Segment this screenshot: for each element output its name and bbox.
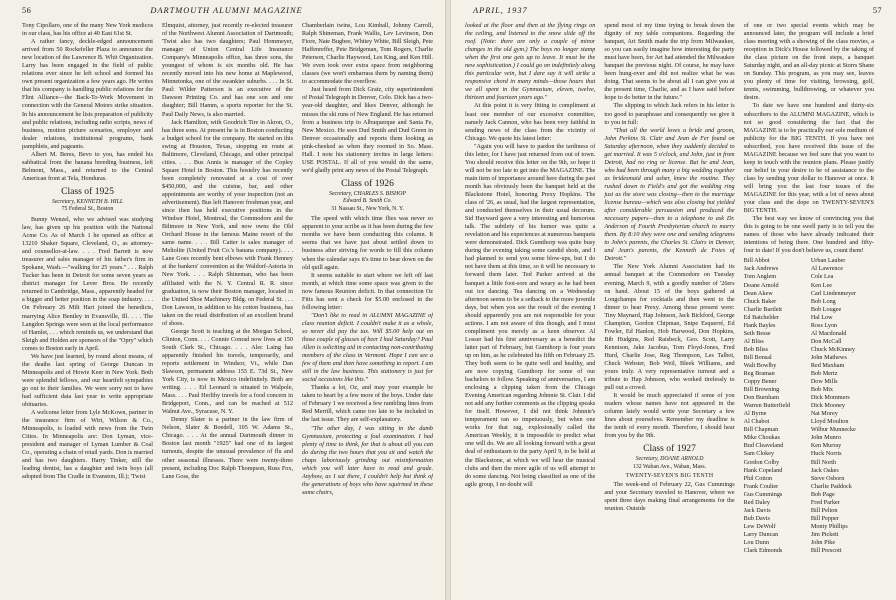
paragraph: The New York Alumni Association had its annual banquet at the Commodore on Tuesday evening, March 9, with a goodly number of '26ers on hand. About 15 of the boys gathered at Longchamps for cocktails and then went to the dinner to hear Prexy. Among those present were: Tiny Maynard, Hap Johnson, Jack Bickford, George Champion, Gordon Chipman, Snipe Esquerré, Ed Fowler, Ed Hanlon, Hob Harwood, Don Hopkins, Bib Hudgins, Red Raisbeck, Geo. Scott, Larry Kennison, Jake Jacobus, Tom Floyd-Jones, Fred Hurd, Charlie Jose, Reg Thompson, Les Talbot, Chuck Webster, Bob Weil, Bleek Williams, and yours truly. A very representative turnout and a tribute to Hap Johnson, who worked tirelessly to pull out a crowd. — [604, 263, 735, 392]
paragraph: It would be much appreciated if some of you readers whose names have not appeared in the column lately would write your Secretary a few lines about yourselves. Remember my deadline is the tenth of every month. Therefore, I should hear from you by the 9th. — [604, 392, 735, 440]
quoted-letter: looked at the floor and then at the flying rings on the ceiling, and listened to the snow slide off the roof. (Note: there are only a couple of minor changes in the old gym.) The boys no longer stamp when the first one gets up to leave. It must be the new sophistication.) I could go on indefinitely along this particular vein, but I dare say it will strike a responsive chord in many minds—those hours that we all spent in the Gymnasium, eleven, twelve, thirteen and fourteen years ago." — [465, 22, 596, 102]
quoted-letter: "The other day, I was sitting in the dumb Gymnasium, protecting a foul examination. I had plenty of time to think, for that is about all you can do during the two hours that you sit and watch the chaps laboriously grinding out misinformation which you will later have to read and grade. Anyhow, as I sat there, I couldn't help but think of the generations of boys who have squirmed in these same chairs, — [302, 424, 433, 496]
attendee-name: Bill Browning — [743, 386, 780, 394]
attendee-name: Steve Osborn — [810, 474, 845, 482]
paragraph: Denny Slater is a partner in the law firm of Nelson, Slater & Boedell, 105 W. Adams St., Chicago. . . . At the annual Dartmouth dinner in Boston last month "1925" had one of its largest turnouts, despite the unusual prevalence of flu and other seasonal illnesses. There were twenty-three present, including Doc Ralph Thompson, Russ Fox, Lane Goss, the — [162, 416, 293, 480]
attendee-name: Fred Parker — [810, 498, 840, 506]
left-page — [0, 0, 445, 600]
attendee-name-list — [744, 257, 874, 555]
left-column-2 — [162, 22, 293, 596]
issue-date: APRIL, 1937 — [473, 6, 528, 15]
attendee-name: Gordon Colby — [743, 458, 780, 466]
attendee-name: Dow Mills — [810, 378, 838, 386]
attendee-name: Ross Lyon — [810, 321, 838, 329]
paragraph: Albert M. Beres, Bevo to you, has ended his sabbatical from the banana breeding business, left Belmont, Mass., and returned to the Central American front at Tela, Honduras. — [22, 150, 153, 182]
attendee-name: Doane Arnold — [743, 281, 779, 289]
paragraph: The best way we know of convincing you that this is going to be one swell party is to tell you the names of those who have already indicated their intentions of being there. One hundred and fifty-four to date! If you don't believe us, count them! — [743, 215, 874, 255]
attendee-name: Lloyd Moulton — [810, 418, 849, 426]
left-running-head — [22, 6, 431, 20]
attendee-name: Larry Duncan — [743, 530, 779, 538]
paragraph: of one or two special events which may be announced later, the program will include a brief class meeting with a showing of the class movies, a reception in Dick's House followed by the taking of the class picture on the front steps, a banquet Saturday night, and an all-day picnic at Storrs Shane on Sunday. This program, as you may see, leaves you plenty of time for visiting, browsing, golf, tennis, swimming, bullthrowing, or whatever you desire. — [743, 22, 874, 102]
attendee-name: Ed Batchelder — [743, 313, 779, 321]
attendee-name: John Munro — [810, 434, 841, 442]
attendee-name: Frank Coulter — [743, 482, 779, 490]
class-1927-heading: Class of 1927 — [643, 443, 696, 455]
paragraph: Tony Cipollaro, one of the many New York medicos in our class, has his office at 40 East 61st St. — [22, 22, 153, 38]
attendee-name: Nat Morey — [810, 410, 838, 418]
attendee-name: Don Burnham — [743, 394, 779, 402]
class-1926-address: 31 Nassau St., New York, N. Y. — [331, 205, 404, 212]
paragraph: The speed with which time flies was never so apparent to your scribe as it has been during the few months we have been conducting this column. It seems that we have just about settled down to business after striving for words to fill this column when the calendar says it's time to bear down on the old quill again. — [302, 215, 433, 271]
attendee-name: Bill Prescott — [810, 547, 842, 555]
attendee-name: Dean Akew — [743, 289, 773, 297]
attendee-name: Al Byrne — [743, 410, 767, 418]
attendee-name: John Mathews — [810, 353, 847, 361]
right-running-head — [473, 6, 882, 20]
class-1925-secretary: Secretary, KENNETH B. HILL — [51, 198, 124, 205]
class-1927-secretary: Secretary, DOANE ARNOLD — [635, 456, 704, 463]
attendee-name: Dick Mooney — [810, 402, 846, 410]
attendee-name: Jim Pickett — [810, 530, 839, 538]
attendee-name: Wilbur Munnecke — [810, 426, 856, 434]
attendee-name: Jack Andrews — [743, 265, 779, 273]
attendee-name: Charlie Bartlett — [743, 305, 782, 313]
attendee-name: Clark Edmonds — [743, 547, 783, 555]
attendee-name: Seth Besse — [743, 329, 771, 337]
left-page-number: 56 — [22, 6, 32, 15]
right-column-3 — [744, 22, 874, 596]
attendee-name: Dick Mommers — [810, 394, 850, 402]
attendee-name: Red Maxham — [810, 361, 845, 369]
paragraph: To date we have one hundred and thirty-six subscribers to the ALUMNI MAGAZINE, which is not so good considering the fact that the MAGAZINE is to be practically our sole medium of publicity for the BIG TENTH. If you have not subscribed, you have received this issue of the MAGAZINE because we feel sure that you want to keep in touch with the reunion plans. Please justify our belief in your desire to be of assistance to the class by sending your dollar to Hanover at once. It will bring you the last four issues of the MAGAZINE for this year, with a lot of news about your class and the dope on TWENTY-SEVEN'S BIG TENTH. — [743, 102, 874, 215]
attendee-name: Bob Mertz — [810, 370, 838, 378]
attendee-name: Bud Cleaveland — [743, 442, 784, 450]
attendee-name: Bill North — [810, 458, 837, 466]
attendee-name: Gus Cummings — [743, 490, 783, 498]
quoted-letter: "Don't like to read in ALUMNI MAGAZINE of class reunion deficit. I couldn't make it as a whole, so never did pay the tax. Will $5.00 help out on those couple of glasses of beer I had Saturday? Paul Allen is soliciting aid in contacting non-contributing members of the class in Vermont. Hope I can see a few of them and then have something to report. I am still in the law business. This stationery is just for social occasions like this." — [302, 311, 433, 384]
paragraph: Elmquist, attorney, just recently re-elected treasurer of the Northwest Alumni Association of Dartmouth; 'Twist also has two daughters; Paul Hommeyer, manager of Union Central Life Insurance Company's Minneapolis office, has three sons, the youngest of whom is six months old. He has recently moved into his new home at Maplewood, Minnetonka, one of the swankier suburbs. . . . In St. Paul: Wilder Patterson is an executive of the Dawson Printing Co. and has one son and one daughter; Bill Hamm, a sports reporter for the St. Paul Daily News, is also married. — [162, 22, 293, 118]
right-column-1 — [465, 22, 595, 596]
attendee-name: Lou Dunn — [743, 539, 769, 546]
running-title: DARTMOUTH ALUMNI MAGAZINE — [150, 6, 303, 15]
left-column-3 — [302, 22, 433, 596]
paragraph: It seems suitable to start where we left off last month, at which time some space was given to the now famous Reunion deficit. In that connection Oz Fitts has sent a check for $5.00 enclosed in the following letter: — [302, 271, 433, 311]
paragraph: A welcome letter from Lyle McKown, partner in the insurance firm of Wirt, Wilson & Co., Minneapolis, is loaded with news from the Twin Cities. In Minneapolis are: Don Lyman, vice-president and manager of Lyman Lumber & Coal Co., operating a chain of retail yards. Don is married and has two daughters. Harry Tinker, still the leading dentist, has a daughter and twin boys (all adopted from The Cradle in Evanston, Ill.); 'Twist — [22, 409, 153, 481]
paragraph: Bunny Wenzel, who we advised was studying law, has given up his position with the National Acme Co. As of March 1 he opened an office at 13210 Shaker Square, Cleveland, O., as attorney-and counsellor-at-law. . . . Fred Barrett is now treasurer and sales manager of his father's firm in Spokane, Wash.—"walking for 25 years." . . . Ralph Tucker has been in Detroit for some seven years as district manager for Lever Bros. He recently returned to Cambridge, Mass., apparently headed for a bigger and better position in the soap industry. . . . On February 26 Milt Hart joined the benedicts, marrying Alice Bentley in Evansville, Ill. . . . The Langdon Springs were seen at the local performance of Hamlet, . . . which reminds us, we understand that Sleigh and Holden are sponsors of the "Opry" which comes to Boston early in April. — [22, 215, 153, 352]
attendee-name: Bob Page — [810, 490, 835, 498]
attendee-name: Chuck McKinney — [810, 345, 855, 353]
attendee-name: Walt Bowlby — [743, 361, 777, 369]
attendee-name: Bill Pepper — [810, 514, 839, 522]
attendee-name: Hank Bayles — [743, 321, 776, 329]
attendee-name: Tom Anglem — [743, 273, 777, 281]
attendee-name: Charlie Paddock — [810, 482, 852, 490]
class-1926-company: Edward B. Smith Co. — [343, 198, 392, 205]
right-column-2 — [604, 22, 734, 596]
attendee-name: Red Daley — [743, 498, 770, 506]
attendee-name: Hank Copeland — [743, 466, 783, 474]
paragraph: George Scott is teaching at the Morgan School, Clinton, Conn. . . . Connie Conrad now lives at 150 South Clark St., Chicago. . . . Alec Laing has apparently finished his travels, temporarily, and reports settlement in Windsor, Vt., while Dan Slawson, permanent address 155 E. 73d St., New York City, is now in Mexico indefinitely. Both are writing. . . . Ed Leonard is situated in Walpole, Mass. . . . Paul Herlihy travels for a food concern in Bridgeport, Conn., and can be reached at 512 Walnut Ave., Syracuse, N. Y. — [162, 327, 293, 416]
attendee-name: Hal Low — [810, 313, 833, 321]
paragraph: Just heard from Dick Gratz, city superintendent of Postal Telegraph in Denver, Colo. Dick has a two-year-old daughter, and likes Denver, although he misses the ski runs of New England. He has returned from a business trip to Albuquerque and Santa Fe, New Mexico. He sees Dud Smith and Dud Green in Denver occasionally and reports them looking as pink-cheeked as when they roomed in So. Mass. Hall. I note his stationery invites in large letters: USE POSTAL. If all of you would do the same, we'd gladly print any news of the Postal Telegraph. — [302, 86, 433, 174]
attendee-name: Warren Butterfield — [743, 402, 791, 410]
attendee-name: Ken Lee — [810, 281, 832, 289]
attendee-name: Bub Davis — [743, 514, 770, 522]
attendee-name: Bill Bonsal — [743, 353, 772, 361]
attendee-name: Urban Lauber — [810, 257, 846, 265]
quoted-clipping: "That all the world loves a bride and groom, John Perkins St. Clair and Jean de Fer found on Saturday afternoon, when they suddenly decided to get married. It was 5 o'clock, and John, just in from Detroit, had no ring or license. But he and Jean, who had been through many a big wedding together as bridesmaid and usher, knew the routine. They rushed down to Field's and got the wedding ring just as the store was closing—then to the marriage license bureau—which was also closing but yielded after considerable persuasion and produced the necessary papers—then to a telephone to ask Dr. Anderson of Fourth Presbyterian church to marry them. By 8:10 they were one and sending telegrams to John's parents, the Charles St. Clairs in Denver, and Jean's parents, the Kenneth de Foies of Detroit." — [604, 126, 735, 263]
right-page — [451, 0, 896, 600]
paragraph: "Again you will have to pardon the tardiness of this letter, for I have just returned from out of town. You should receive this letter on the 9th, so hope it will not be too late to get into the MAGAZINE. The main item of importance around here during the past month has obviously been the banquet held at the Blackstone Hotel, honoring Prexy Hopkins. The class of '26, as usual, had the largest representation, and conducted themselves in their usual decorum. Sid Hayward gave a very interesting and humorous talk. The subtlety of his humor was quite a revelation and his experiences at numerous banquets were demonstrated. Dick Gumthorp was quite busy during the evening taking some candid shots, and I had planned to send you some blow-ups, but I do not have them at this time, so it will be necessary to forward them later. Ted Parker arrived at the banquet a little foot-sore and weary as he had been out ice dancing. Tea dancing on a Wednesday afternoon seems to be a setback to the more juvenile days, but when you see the result of the evening I should apparently you are not responsible for your actions. I am not aware of this though, and I must compliment you merely as a keen observer. Al Losser had his first anniversary as a benedict the latter part of February, but Gumthorp is four years up on him, as he celebrated his fifth on February 25. They both seem to be quite well and healthy, and are now copying Gumthorp for some of our bachelors to follow. Speaking of anniversaries, I am enclosing a clipping taken from the Chicago Evening American regarding Johnnie St. Clair. I did not add any further comments as the clipping speaks for itself. However, I did not think Johnnie's temperament ran so impetuously, but when one works for that rag, explosionally called the American Weekly, it is impossible to predict what one will do. We are all looking forward with a great deal of enthusiasm to the party April 9, to be held at the Blackstone, at which we will hear the musical clubs and then the more agile of us will attempt to do some dancing. Not being classified as one of the agile group, I no doubt will — [465, 142, 596, 488]
attendee-name: Sam Clokey — [743, 450, 775, 458]
right-page-number: 57 — [872, 6, 882, 15]
paragraph: Jack Hamilton, with Goodrich Tire in Akron, O., has three sons. At present he is in Boston conducting a budget school for the company. He started on this swing at Houston, Texas, stopping en route at Baltimore, Cleveland, Chicago, and other principal cities. . . . Bus Annis is manager of the Copley Square Hotel in Boston. This hostelry has recently been completely renovated at a cost of over $450,000, and the cuisine, bar, and other appointments are worthy of your inspection (not an advertisement). Bus left Hanover freshman year, and since then has held executive positions in the Windsor Hotel, Montreal, the Commodore and the Biltmore in New York, and now owns the Old Orchard House in the famous Maine resort of the same name. . . . Bill Catter is sales manager of Meltolite (United Fruit Co.'s banana company). . . . Lane Goes recently bent elbows with Frank Henney at the bankers' convention at the Waldorf-Astoria in New York. . . . Ralph Shineman, who has been affiliated with the N. Y. Central R. R. since graduation, is now their Boston manager, located in the United Shoe Machinery Bldg. on Federal St. . . . Don Lawson, in addition to his cotton business, has taken on the retail distribution of an excellent brand of shoes. — [162, 118, 293, 327]
paragraph: We have just learned, by round about means, of the deaths last spring of George Duncan in Minneapolis and of Howie Keer in New York. Both were splendid fellows, and our heartfelt sympathies go out to their families. We were sorry not to have had sufficient data last year to write appropriate obituaries. — [22, 352, 153, 409]
attendee-name: Al Lawrence — [810, 265, 843, 273]
name-column-b — [811, 257, 874, 555]
class-1927-address: 132 Waban Ave., Waban, Mass. — [632, 463, 707, 470]
name-column-a — [744, 257, 807, 555]
paragraph: The week-end of February 22, Gus Cummings and your Secretary traveled to Hanover, where we spent three days making final arrangements for the reunion. Outside — [604, 481, 735, 513]
attendee-name: Al Bliss — [743, 337, 764, 345]
left-column-1 — [22, 22, 153, 596]
attendee-name: Jack Davis — [743, 506, 771, 514]
attendee-name: Reg Braman — [743, 370, 775, 378]
attendee-name: Coppy Bener — [743, 378, 777, 386]
class-1925-heading: Class of 1925 — [61, 185, 114, 197]
attendee-name: Bob Bliss — [743, 345, 768, 353]
class-1926-secretary: Secretary, CHARLES S. BISHOP — [329, 190, 406, 197]
attendee-name: Lew DeWolf — [743, 522, 776, 530]
attendee-name: Bill Abbot — [743, 257, 770, 265]
attendee-name: Bob Long — [810, 297, 836, 305]
attendee-name: Cole Lea — [810, 273, 834, 281]
attendee-name: Chuck Baker — [743, 297, 777, 305]
paragraph: The slipping to which Jack refers in his letter is too good to paraphrase and consequently we give it to you in full: — [604, 102, 735, 126]
paragraph: spend most of my time trying to break down the dignity of my table companions. Regarding the banquet, Art Smith made the trip from Milwaukee, so you can easily imagine how interesting the party must have been, for Art had attended the Milwaukee banquet the previous night. Of course, he may have been hung-over and did not realize what he was doing. That seems to be about all I can give you at the present time, Charlie, and as I have said before hope to do better in the future." — [604, 22, 735, 102]
attendee-name: Monty Phillips — [810, 522, 848, 530]
paragraph: Chamberlain twins, Lou Kimball, Johnny Carroll, Ralph Shineman, Frank Wallis, Lev Levinson, Don Fiore, Nate Bugbee, Whitey White, Bill Sleigh, Pete Haffenreffer, Pete Bridgeman, Tom Rogers, Charlie Peterson, Charlie Haywood, Les King, and Ken Hill. We even took over extra space from neighboring classes (we won't embarrass them by naming them) to accommodate the overflow. — [302, 22, 433, 86]
paragraph: A rather fancy, deckle-edged announcement arrived from 50 Rockefeller Plaza to announce the new location of the Lawrence B. Whit Organization. Larry has been engaged in the field of public relations ever since he left school and formed his own present organization a few years ago. He writes that his company is handling public relations for the Flint Alliance—the Back-To-Work Movement in connection with the General Motors strike situation. In his announcement he lists preparation of publicity and public relations, including radio scripts, news of business, motion picture scenarios, employer and dealer relations, institutional programs, bank pamphlets, and pageants. — [22, 38, 153, 150]
right-columns — [465, 22, 874, 596]
attendee-name: Mike Choukas — [743, 434, 780, 442]
attendee-name: Bob Lougee — [810, 305, 842, 313]
attendee-name: Bob Mix — [810, 386, 834, 394]
paragraph: Thanks a lot, Oz, and may your example be taken to heart by a few more of the boys. Under date of February 1 we received a few rambling lines from Red Merrill, which came too late to be included in the last issue. They are self-explanatory. — [302, 384, 433, 424]
attendee-name: Al Chabot — [743, 418, 770, 426]
class-1927-subhead: TWENTY-SEVEN'S BIG TENTH — [625, 473, 714, 480]
attendee-name: Phil Cotton — [743, 474, 773, 482]
left-columns — [22, 22, 433, 596]
attendee-name: Huck Norris — [810, 450, 842, 458]
attendee-name: Don McCall — [810, 337, 842, 345]
paragraph: At this point it is very fitting to compliment at least one member of our excessive committee, namely Jack Cannon, who has been very faithful in sending news of the class from the vicinity of Chicago. We quote his latest letter: — [465, 102, 596, 142]
class-1925-address: 75 Federal St., Boston — [61, 206, 114, 213]
class-1926-heading: Class of 1926 — [341, 177, 394, 189]
attendee-name: Jack Oakes — [810, 466, 839, 474]
attendee-name: Bill Chapman — [743, 426, 779, 434]
attendee-name: Carl Lindenmeyer — [810, 289, 857, 297]
attendee-name: Ken Murray — [810, 442, 842, 450]
attendee-name: Al Macdonald — [810, 329, 847, 337]
attendee-name: John Pike — [810, 539, 836, 546]
attendee-name: Bill Pelton — [810, 506, 838, 514]
